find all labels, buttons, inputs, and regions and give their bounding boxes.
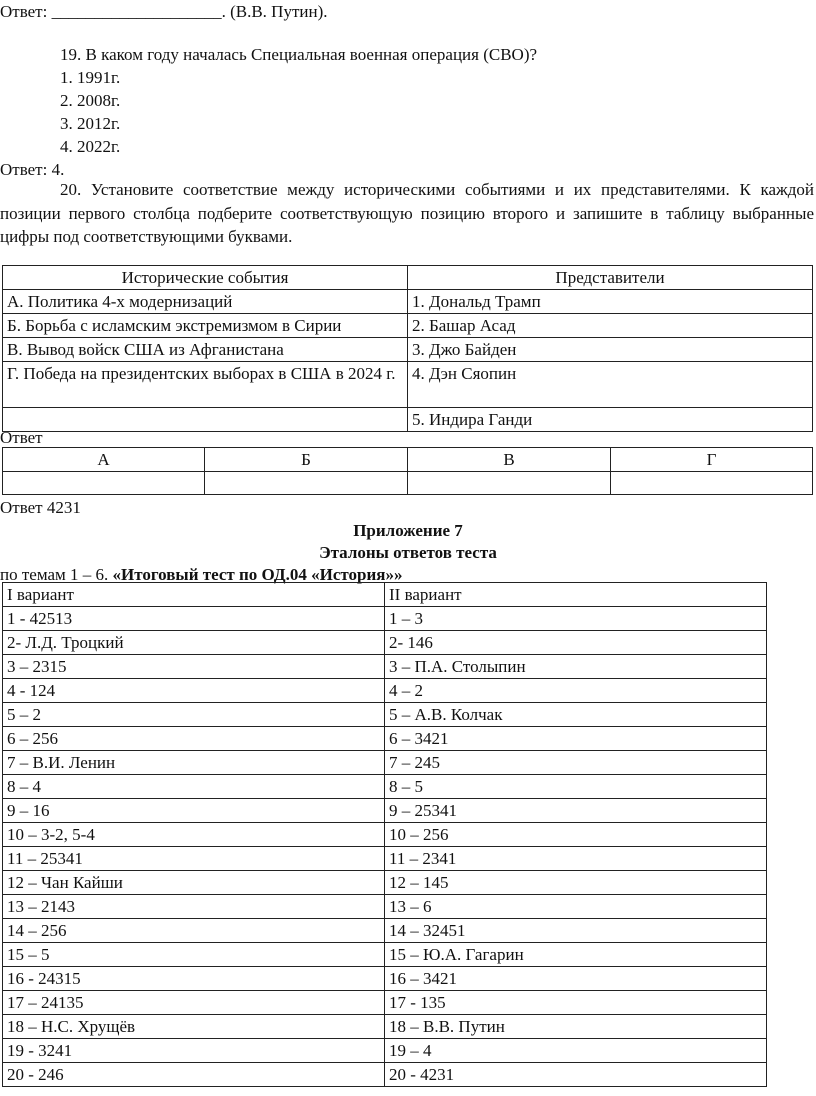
- answer-key-row: [3, 895, 767, 919]
- answer-key-variant-2-cell: 16 – 3421: [385, 967, 767, 991]
- answer-key-variant-2-cell: 12 – 145: [385, 871, 767, 895]
- answer-key-variant-2-cell: 6 – 3421: [385, 727, 767, 751]
- q19-option-2: 2. 2008г.: [60, 91, 121, 110]
- answer-key-variant-1-cell: 20 - 246: [3, 1063, 385, 1087]
- q20-question: 20. Установите соответствие между историческими событиями и их представителями. К каждой позиции первого столбца подберите соответствующую позицию второго и запишите в таблицу выбранные цифры под соответствующими буквами.: [0, 180, 814, 246]
- answer-key-variant-1-cell: 15 – 5: [3, 943, 385, 967]
- q20-event-empty: [3, 408, 408, 432]
- answer-key-variant-2-cell: 19 – 4: [385, 1039, 767, 1063]
- q20-rep-4: 4. Дэн Сяопин: [408, 362, 813, 408]
- answer-key-row: [3, 1063, 767, 1087]
- answer-key-row: [3, 703, 767, 727]
- answer-key-variant-2-cell: 4 – 2: [385, 679, 767, 703]
- answer-key-row: [3, 655, 767, 679]
- q19-option-3: 3. 2012г.: [60, 114, 121, 133]
- q20-header-events: Исторические события: [3, 266, 408, 290]
- answer-key-row: [3, 631, 767, 655]
- top-answer-suffix: . (В.В. Путин).: [221, 2, 328, 21]
- answer-key-row: [3, 991, 767, 1015]
- answer-key-variant-2-cell: 1 – 3: [385, 607, 767, 631]
- answer-key-variant-1-cell: 1 - 42513: [3, 607, 385, 631]
- answer-key-variant-1-cell: 7 – В.И. Ленин: [3, 751, 385, 775]
- answer-key-variant-1-cell: 12 – Чан Кайши: [3, 871, 385, 895]
- answer-key-row: [3, 799, 767, 823]
- answer-key-variant-1-cell: 5 – 2: [3, 703, 385, 727]
- answer-key-row: [3, 1039, 767, 1063]
- answer-key-variant-2-cell: 11 – 2341: [385, 847, 767, 871]
- answer-key-variant-2-cell: 8 – 5: [385, 775, 767, 799]
- answer-key-header-variant-1: I вариант: [3, 583, 385, 607]
- answer-letter-v: В: [408, 448, 611, 472]
- answer-key-variant-1-cell: 11 – 25341: [3, 847, 385, 871]
- answer-cell-g: [611, 472, 813, 495]
- answer-letter-g: Г: [611, 448, 813, 472]
- q20-answer-table: [2, 447, 813, 495]
- answer-key-row: [3, 871, 767, 895]
- q20-rep-2: 2. Башар Асад: [408, 314, 813, 338]
- answer-key-variant-2-cell: 7 – 245: [385, 751, 767, 775]
- answer-key-variant-2-cell: 20 - 4231: [385, 1063, 767, 1087]
- answer-cell-a: [3, 472, 205, 495]
- answer-key-variant-1-cell: 10 – 3-2, 5-4: [3, 823, 385, 847]
- answer-key-variant-2-cell: 15 – Ю.А. Гагарин: [385, 943, 767, 967]
- appendix-subtitle: Эталоны ответов теста: [319, 543, 497, 562]
- answer-key-row: [3, 775, 767, 799]
- top-answer-blank: ____________________: [51, 2, 222, 21]
- answer-key-header-variant-2: II вариант: [385, 583, 767, 607]
- answer-key-row: [3, 607, 767, 631]
- answer-letter-a: А: [3, 448, 205, 472]
- answer-key-table: [2, 582, 767, 1087]
- q20-event-v: В. Вывод войск США из Афганистана: [3, 338, 408, 362]
- answer-key-variant-1-cell: 2- Л.Д. Троцкий: [3, 631, 385, 655]
- q20-rep-5: 5. Индира Ганди: [408, 408, 813, 432]
- q20-answer-label: Ответ: [0, 428, 43, 447]
- answer-key-variant-2-cell: 18 – В.В. Путин: [385, 1015, 767, 1039]
- answer-key-variant-2-cell: 2- 146: [385, 631, 767, 655]
- answer-key-row: [3, 1015, 767, 1039]
- answer-key-variant-1-cell: 14 – 256: [3, 919, 385, 943]
- q19-question: 19. В каком году началась Специальная военная операция (СВО)?: [60, 45, 538, 64]
- appendix-title: Приложение 7: [353, 521, 463, 540]
- answer-letter-b: Б: [205, 448, 408, 472]
- answer-key-variant-1-cell: 18 – Н.С. Хрущёв: [3, 1015, 385, 1039]
- q20-rep-1: 1. Дональд Трамп: [408, 290, 813, 314]
- answer-key-row: [3, 967, 767, 991]
- answer-key-variant-1-cell: 13 – 2143: [3, 895, 385, 919]
- q20-answer-text: Ответ 4231: [0, 498, 81, 517]
- top-answer-prefix: Ответ:: [0, 2, 48, 21]
- q19-option-1: 1. 1991г.: [60, 68, 121, 87]
- answer-key-variant-1-cell: 16 - 24315: [3, 967, 385, 991]
- answer-key-variant-1-cell: 6 – 256: [3, 727, 385, 751]
- q20-rep-3: 3. Джо Байден: [408, 338, 813, 362]
- answer-key-variant-1-cell: 9 – 16: [3, 799, 385, 823]
- top-answer-line: [0, 0, 328, 23]
- appendix-topics-prefix: по темам 1 – 6.: [0, 565, 113, 584]
- answer-key-variant-2-cell: 10 – 256: [385, 823, 767, 847]
- q20-event-a: А. Политика 4-х модернизаций: [3, 290, 408, 314]
- answer-key-variant-2-cell: 13 – 6: [385, 895, 767, 919]
- answer-cell-b: [205, 472, 408, 495]
- answer-cell-v: [408, 472, 611, 495]
- answer-key-variant-1-cell: 4 - 124: [3, 679, 385, 703]
- answer-key-row: [3, 751, 767, 775]
- q19-option-4: 4. 2022г.: [60, 137, 121, 156]
- answer-key-row: [3, 943, 767, 967]
- answer-key-variant-2-cell: 9 – 25341: [385, 799, 767, 823]
- q20-header-representatives: Представители: [408, 266, 813, 290]
- answer-key-variant-2-cell: 3 – П.А. Столыпин: [385, 655, 767, 679]
- answer-key-variant-1-cell: 17 – 24135: [3, 991, 385, 1015]
- answer-key-variant-2-cell: 14 – 32451: [385, 919, 767, 943]
- answer-key-variant-2-cell: 17 - 135: [385, 991, 767, 1015]
- q20-matching-table: [2, 265, 813, 432]
- q20-event-g: Г. Победа на президентских выборах в США в 2024 г.: [3, 362, 408, 408]
- answer-key-row: [3, 823, 767, 847]
- answer-key-variant-1-cell: 3 – 2315: [3, 655, 385, 679]
- q20-event-b: Б. Борьба с исламским экстремизмом в Сирии: [3, 314, 408, 338]
- answer-key-row: [3, 847, 767, 871]
- answer-key-row: [3, 727, 767, 751]
- answer-key-variant-2-cell: 5 – А.В. Колчак: [385, 703, 767, 727]
- appendix-topics-title: «Итоговый тест по ОД.04 «История»»: [112, 565, 403, 584]
- answer-key-row: [3, 919, 767, 943]
- answer-key-variant-1-cell: 8 – 4: [3, 775, 385, 799]
- answer-key-row: [3, 679, 767, 703]
- answer-key-variant-1-cell: 19 - 3241: [3, 1039, 385, 1063]
- q19-answer: Ответ: 4.: [0, 160, 65, 179]
